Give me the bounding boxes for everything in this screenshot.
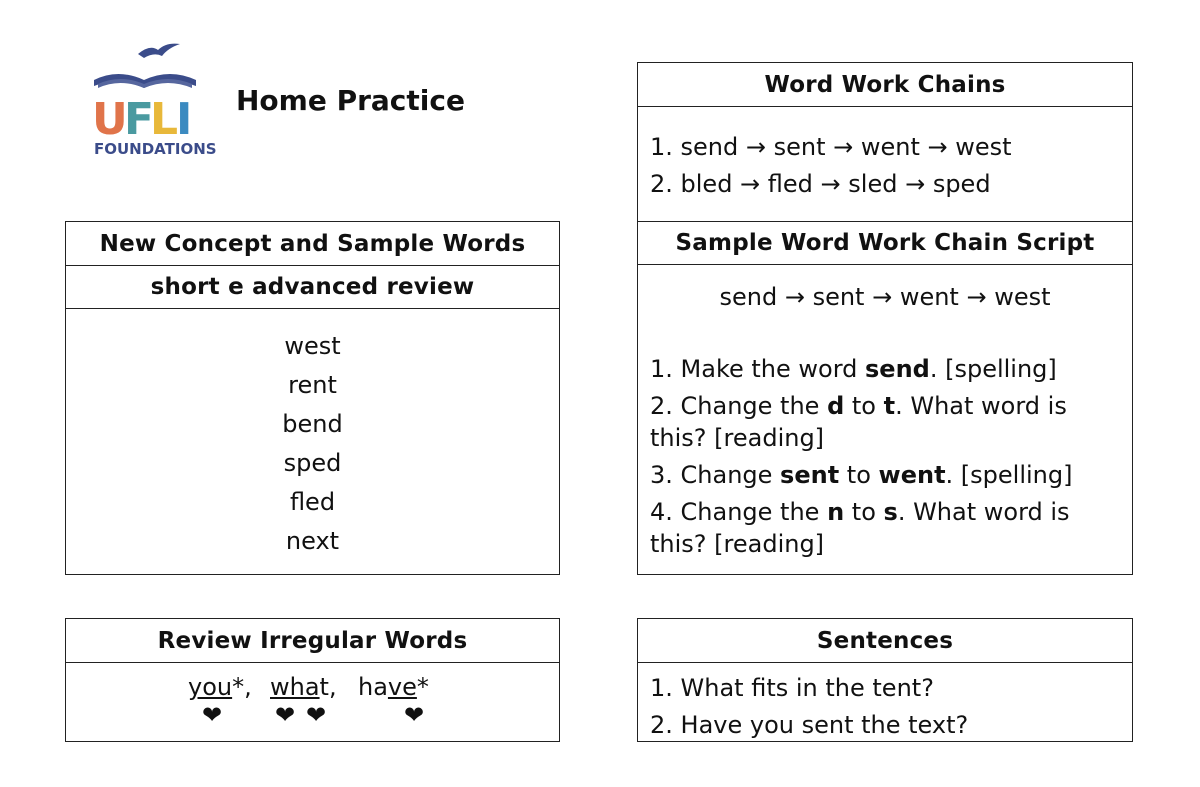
chain-item: 1. send → sent → went → west [650, 133, 1012, 161]
svg-text:I: I [176, 94, 193, 145]
sample-words [66, 309, 559, 561]
svg-text:U: U [92, 94, 128, 145]
irregular-word: have* [358, 673, 429, 701]
irregular-header: Review Irregular Words [66, 619, 559, 663]
word-work-chains-box [637, 62, 1133, 222]
sentences-box [637, 618, 1133, 742]
sample-word: fled [289, 488, 336, 516]
heart-icon: ❤ [404, 701, 425, 729]
sample-word: next [285, 527, 340, 555]
sentences-header: Sentences [638, 619, 1132, 663]
heart-icon: ❤ [275, 701, 296, 729]
svg-text:L: L [150, 94, 179, 145]
concept-subheader: short e advanced review [66, 266, 559, 309]
sentence-item: 2. Have you sent the text? [650, 711, 969, 739]
page-title: Home Practice [236, 84, 465, 117]
sample-word: rent [288, 371, 337, 399]
script-step: 3. Change sent to went. [spelling] [650, 461, 1073, 489]
script-step: 4. Change the n to s. What word is this? [reading] [650, 498, 1070, 558]
script-steps [638, 311, 1132, 560]
ufli-logo [88, 40, 217, 160]
sentence-item: 1. What fits in the tent? [650, 674, 934, 702]
script-step: 2. Change the d to t. What word is this? [reading] [650, 392, 1067, 452]
script-step: 1. Make the word send. [spelling] [650, 355, 1057, 383]
concept-header: New Concept and Sample Words [66, 222, 559, 266]
new-concept-box [65, 221, 560, 575]
irregular-word: you*, [188, 673, 252, 701]
sample-word: west [284, 332, 341, 360]
irregular-words-line [66, 663, 559, 741]
chain-script-box [637, 221, 1133, 575]
sample-word: bend [282, 410, 343, 438]
chains-header: Word Work Chains [638, 63, 1132, 107]
heart-icon: ❤ [202, 701, 223, 729]
svg-text:FOUNDATIONS: FOUNDATIONS [94, 140, 217, 158]
svg-text:F: F [124, 94, 155, 145]
irregular-word: what, [270, 673, 337, 701]
chains-list [638, 107, 1132, 203]
irregular-words-box [65, 618, 560, 742]
script-chain: send → sent → went → west [719, 283, 1051, 311]
sample-word: sped [283, 449, 342, 477]
sentences-list [638, 663, 1132, 744]
chain-item: 2. bled → fled → sled → sped [650, 170, 991, 198]
script-header: Sample Word Work Chain Script [638, 221, 1132, 265]
heart-icon: ❤ [306, 701, 327, 729]
